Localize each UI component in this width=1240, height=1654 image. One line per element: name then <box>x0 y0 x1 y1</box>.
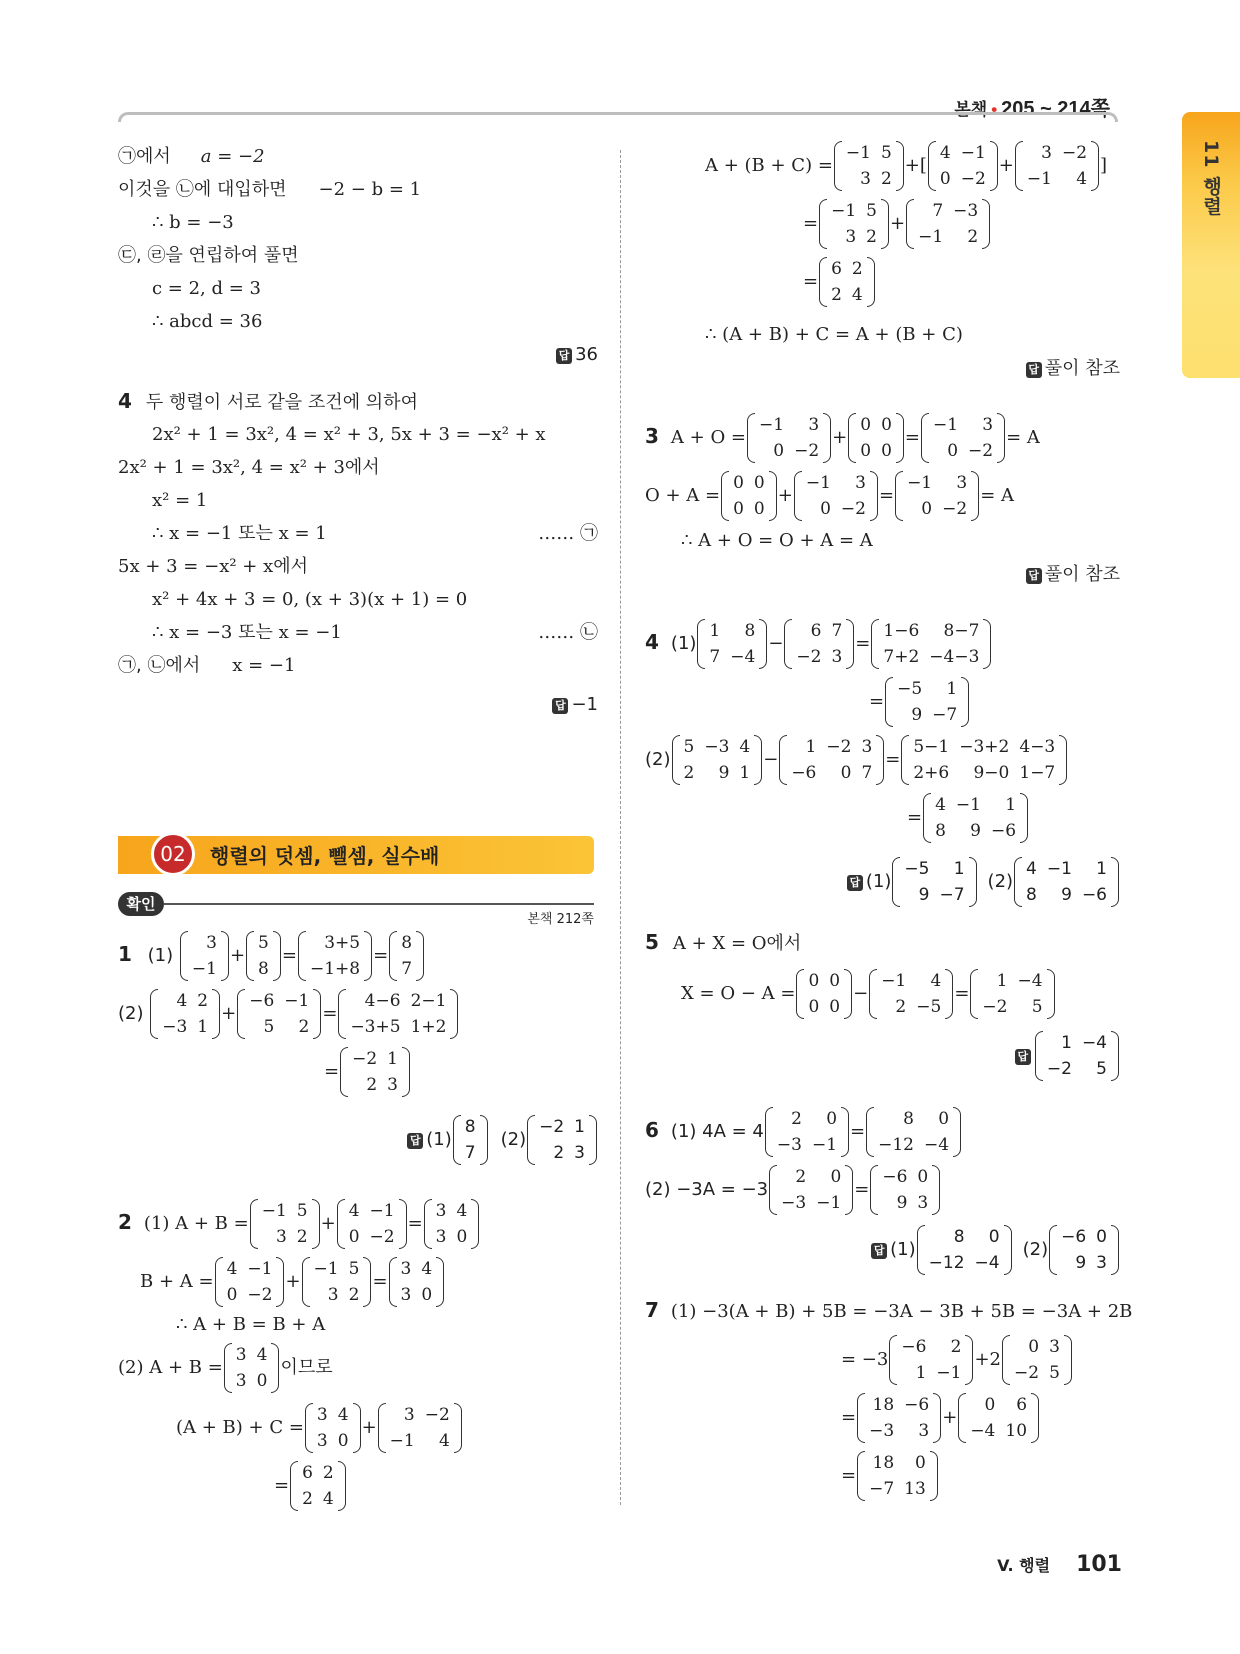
confirm-badge: 확인 <box>118 892 164 916</box>
matrix: −2 1 2 3 <box>340 1046 410 1098</box>
page-number: 101 <box>1076 1552 1122 1577</box>
answer-q6: 답 (1) 8 0 −12 −4 (2) −6 0 9 3 <box>871 1224 1120 1276</box>
matrix: 8 7 <box>389 930 424 982</box>
top-rule <box>118 112 1118 122</box>
matrix: 4−6 2−1 −3+5 1+2 <box>338 988 458 1040</box>
answer-q4: 답 (1) −5 1 9 −7 (2) 4 −1 1 8 9 −6 <box>847 856 1120 908</box>
answer-r-top: 답 풀이 참조 <box>1026 352 1120 385</box>
confirm-rule <box>164 903 594 905</box>
answer-p3: 답 36 <box>556 338 598 371</box>
matrix: −6 −1 5 2 <box>237 988 321 1040</box>
page-reference: 본책 • 205 ~ 214쪽 <box>954 98 1110 120</box>
answer-q1: 답 (1) 8 7 (2) −2 1 2 3 <box>407 1114 598 1166</box>
answer-q5: 답 1 −4 −2 5 <box>1015 1030 1120 1082</box>
matrix: 3+5 −1+8 <box>298 930 372 982</box>
matrix: 3 −1 <box>180 930 229 982</box>
column-divider <box>620 150 621 1505</box>
answer-q3: 답 풀이 참조 <box>1026 558 1120 591</box>
section-number: 02 <box>151 832 195 876</box>
section-title: 행렬의 덧셈, 뺄셈, 실수배 <box>210 844 440 868</box>
confirm-ref: 본책 212쪽 <box>527 912 594 927</box>
matrix: 5 8 <box>246 930 281 982</box>
answer-p4: 답 −1 <box>552 688 598 721</box>
chapter-tab[interactable]: 11 행렬 <box>1182 112 1240 378</box>
page-footer: V. 행렬 101 <box>997 1552 1122 1577</box>
matrix: 4 2 −3 1 <box>150 988 220 1040</box>
